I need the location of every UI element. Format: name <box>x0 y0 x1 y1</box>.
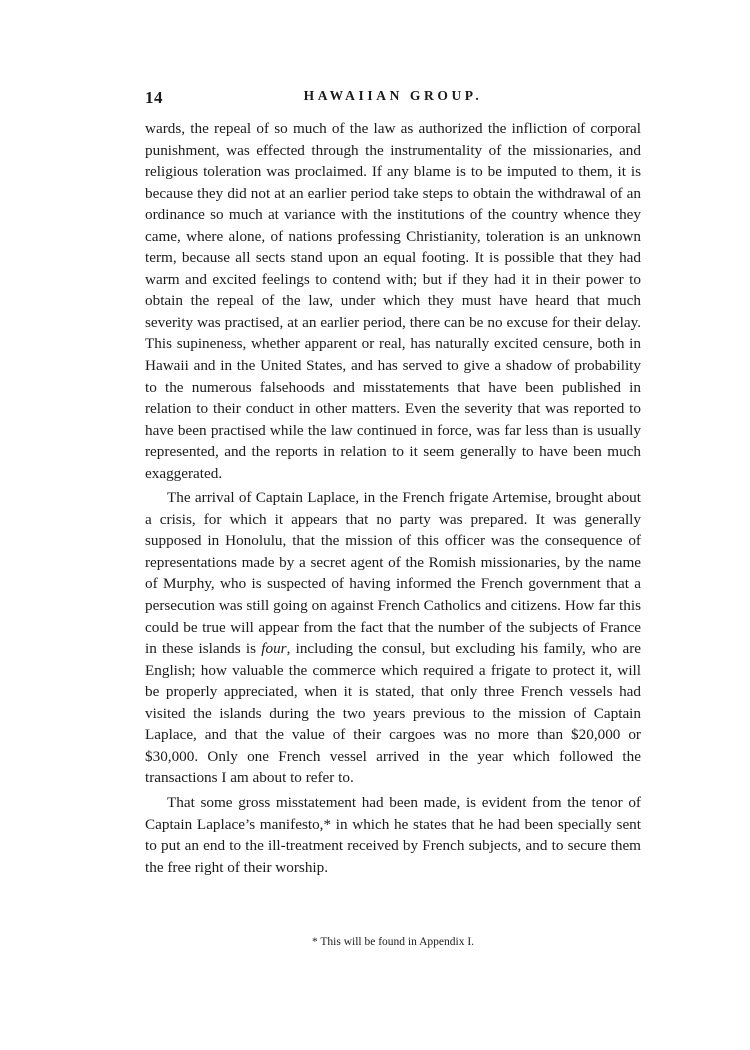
italic-emphasis: four <box>261 640 287 658</box>
paragraph-3-text: That some gross misstatement had been made, is evident from the tenor of Captain Laplace’s manifesto,* in which he states that he had been specially sent to put an end to the ill-treatment received by French subjects, and to secure them the free right of their worship. <box>145 793 641 876</box>
paragraph-2-text-b: , including the consul, but excluding his family, who are English; how valuable the commerce which required a frigate to protect it, will be properly appreciated, when it is stated, that only three French vessels had visited the islands during the two years previous to the mission of Captain Laplace, and that the value of their cargoes was no more than $20,000 or $30,000. Only one French vessel arrived in the year which followed the transactions I am about to refer to. <box>145 640 641 787</box>
paragraph-1-text: wards, the repeal of so much of the law as authorized the infliction of corporal punishment, was effected through the instrumentality of the missionaries, and religious toleration was proclaimed. If any blame is to be imputed to them, it is because they did not at an earlier period take steps to obtain the withdrawal of an ordinance so much at variance with the institutions of the country whence they came, where alone, of nations professing Christianity, toleration is an unknown term, because all sects stand upon an equal footing. It is possible that they had warm and excited feelings to contend with; but if they had it in their power to obtain the repeal of the law, under which they must have heard that much severity was practised, at an earlier period, there can be no excuse for their delay. This supineness, whether apparent or real, has naturally excited censure, both in Hawaii and in the United States, and has served to give a shadow of probability to the numerous falsehoods and misstatements that have been published in relation to their conduct in other matters. Even the severity that was reported to have been practised while the law continued in force, was far less than is usually represented, and the reports in relation to it seem generally to have been much exaggerated. <box>145 120 641 482</box>
running-head: HAWAIIAN GROUP. <box>303 88 483 103</box>
paragraph-3 <box>145 792 641 878</box>
page-number: 14 <box>145 88 163 107</box>
footnote: * This will be found in Appendix I. <box>311 936 475 948</box>
paragraph-2-text-a: The arrival of Captain Laplace, in the French frigate Artemise, brought about a crisis, for which it appears that no party was prepared. It was generally supposed in Honolulu, that the mission of this officer was the consequence of representations made by a secret agent of the Romish missionaries, by the name of Murphy, who is suspected of having informed the French government that a persecution was still going on against French Catholics and citizens. How far this could be true will appear from the fact that the number of the subjects of France in these islands is <box>145 489 641 658</box>
page-header <box>145 86 641 110</box>
paragraph-1 <box>145 118 641 484</box>
body-text <box>145 118 641 878</box>
paragraph-2 <box>145 487 641 789</box>
